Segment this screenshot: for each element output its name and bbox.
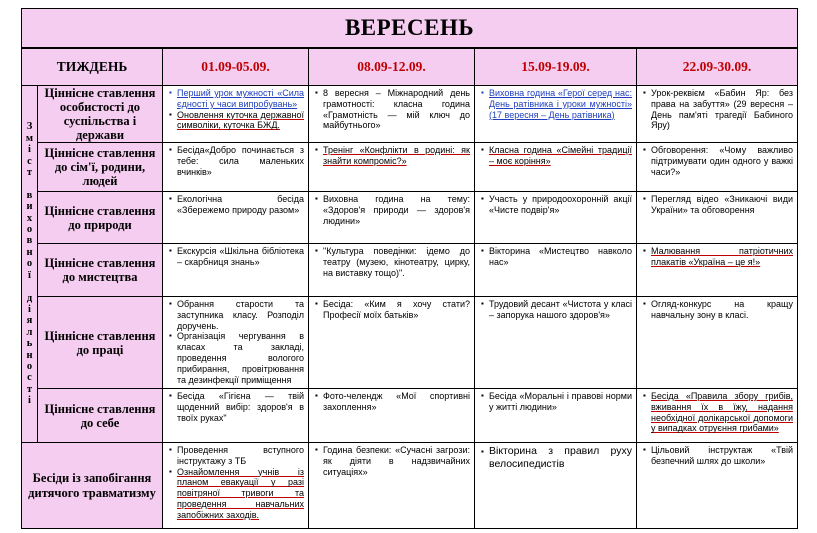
- cell-item: ▪ Година безпеки: «Сучасні загрози: як діяти в надзвичайних ситуаціях»: [315, 445, 470, 477]
- side-label-letter: н: [26, 246, 33, 258]
- side-label-letter: т: [26, 383, 33, 395]
- cell-r6-w1: [163, 389, 309, 443]
- side-label-letter: [23, 281, 36, 292]
- cell-item: ▪ Проведення вступного інструктажу з ТБ: [169, 445, 304, 467]
- cell-item: ▪ Оновлення куточка державної символіки, куточка БЖД.: [169, 110, 304, 132]
- side-label-letter: о: [26, 360, 33, 372]
- cell-item[interactable]: ▪ Виховна година «Герої серед нас: День ратівника і уроки мужності» (17 вересня – День ратівника): [481, 88, 632, 120]
- cell-r6-w2: [309, 389, 475, 443]
- cell-r2-w1: [163, 143, 309, 192]
- side-label-letter: с: [27, 155, 32, 167]
- cell-r7-w1: [163, 443, 309, 529]
- cell-r7-w3: [475, 443, 637, 529]
- cell-item: ▪ Бесіда «Правила збору грибів, вживання їх в їжу, надання необхідної долікарської допомоги у випадках отруєння грибами»: [643, 391, 793, 434]
- side-label-letter: ї: [28, 269, 31, 281]
- cell-item: ▪ Вікторина з правил руху велосипедистів: [481, 445, 632, 471]
- side-label-letter: ь: [26, 338, 33, 350]
- month-title: ВЕРЕСЕНЬ: [22, 9, 798, 48]
- side-label-letter: в: [26, 235, 33, 247]
- cell-item: ▪ Обговорення: «Чому важливо підтримувати один одного у важкі часи?»: [643, 145, 793, 177]
- cell-r5-w2: [309, 297, 475, 389]
- cell-item: ▪ Організація чергування в класах та закладі, проведення вологого прибирання, провітрювання та дезинфекції приміщення: [169, 331, 304, 385]
- cell-item: ▪ Огляд-конкурс на кращу навчальну зону в класі.: [643, 299, 793, 321]
- table-row: [22, 443, 798, 529]
- cell-item: ▪ Участь у природоохоронній акції «Чисте подвір'я»: [481, 194, 632, 216]
- week-label: ТИЖДЕНЬ: [22, 48, 163, 86]
- plan-table: [21, 8, 798, 529]
- cell-r4-w4: [637, 244, 798, 297]
- side-label-letter: н: [26, 349, 33, 361]
- side-label-letter: і: [28, 303, 31, 315]
- cell-item: ▪ Тренінг «Конфлікти в родині: як знайти компроміс?»: [315, 145, 470, 167]
- category-work: Ціннісне ставлення до праці: [38, 297, 163, 389]
- cell-item: ▪ Цільовий інструктаж «Твій безпечний шлях до школи»: [643, 445, 793, 467]
- cell-item: ▪ Обрання старости та заступника класу. Розподіл доручень.: [169, 299, 304, 331]
- cell-r1-w4: [637, 86, 798, 143]
- cell-r6-w4: [637, 389, 798, 443]
- cell-r2-w4: [637, 143, 798, 192]
- cell-r3-w1: [163, 192, 309, 244]
- cell-r1-w3: [475, 86, 637, 143]
- side-label-letter: і: [28, 144, 31, 156]
- cell-r1-w1: [163, 86, 309, 143]
- side-label-letter: я: [26, 315, 33, 327]
- week-2-header: 08.09-12.09.: [309, 48, 475, 86]
- cell-r3-w3: [475, 192, 637, 244]
- cell-item: ▪ Виховна година на тему: «Здоров'я природи — здоров'я людини»: [315, 194, 470, 226]
- table-row: [22, 143, 798, 192]
- table-row: [22, 389, 798, 443]
- cell-r6-w3: [475, 389, 637, 443]
- cell-item: ▪ Екологічна бесіда «Збережемо природу разом»: [169, 194, 304, 216]
- cell-item: ▪ Ознайомлення учнів із планом евакуації у разі повітряної тривоги та проведення навчальних запобіжних заходів.: [169, 467, 304, 521]
- cell-item: ▪ Урок-реквієм «Бабин Яр: без права на забуття» (29 вересня – День пам'яті трагедії Бабиного Яру): [643, 88, 793, 131]
- side-label-letter: д: [26, 292, 33, 304]
- table-row: [22, 244, 798, 297]
- table-row: [22, 86, 798, 143]
- cell-item[interactable]: ▪ Перший урок мужності «Сила єдності у часи випробувань»: [169, 88, 304, 110]
- cell-r3-w2: [309, 192, 475, 244]
- side-label-letter: о: [26, 258, 33, 270]
- week-header-row: [22, 48, 798, 86]
- plan-document: [21, 8, 797, 529]
- side-label-letter: і: [28, 395, 31, 407]
- cell-item: ▪ Екскурсія «Шкільна бібліотека – скарбниця знань»: [169, 246, 304, 268]
- week-4-header: 22.09-30.09.: [637, 48, 798, 86]
- side-label-letter: о: [26, 224, 33, 236]
- cell-r2-w3: [475, 143, 637, 192]
- cell-r5-w4: [637, 297, 798, 389]
- cell-r4-w2: [309, 244, 475, 297]
- cell-r5-w1: [163, 297, 309, 389]
- side-label-letter: т: [26, 167, 33, 179]
- side-label-letter: [23, 178, 36, 189]
- side-label-letter: и: [26, 201, 33, 213]
- cell-item: ▪ Фото-челендж «Мої спортивні захоплення»: [315, 391, 470, 413]
- side-label-letter: с: [27, 372, 32, 384]
- cell-r1-w2: [309, 86, 475, 143]
- side-label-letter: З: [26, 121, 33, 133]
- cell-r5-w3: [475, 297, 637, 389]
- cell-item: ▪ Бесіда «Гігієна — твій щоденний вибір: здоров'я в твоїх руках": [169, 391, 304, 423]
- cell-item: ▪ "Культура поведінки: ідемо до театру (музею, кінотеатру, цирку, на виставку тощо)".: [315, 246, 470, 278]
- category-injury-prevention: Бесіди із запобігання дитячого травматизму: [22, 443, 163, 529]
- cell-r2-w2: [309, 143, 475, 192]
- week-3-header: 15.09-19.09.: [475, 48, 637, 86]
- side-vertical-label: [22, 86, 38, 443]
- cell-item: ▪ Класна година «Сімейні традиції – моє коріння»: [481, 145, 632, 167]
- category-family: Ціннісне ставлення до сім'ї, родини, людей: [38, 143, 163, 192]
- cell-item: ▪ Бесіда«Добро починається з тебе: сила маленьких вчинків»: [169, 145, 304, 177]
- cell-r4-w3: [475, 244, 637, 297]
- cell-r3-w4: [637, 192, 798, 244]
- cell-item: ▪ Малювання патріотичних плакатів «Україна – це я!»: [643, 246, 793, 268]
- cell-item: ▪ Вікторина «Мистецтво навколо нас»: [481, 246, 632, 268]
- cell-r7-w4: [637, 443, 798, 529]
- cell-item: ▪ Бесіда «Моральні і правові норми у житті людини»: [481, 391, 632, 413]
- cell-item: ▪ 8 вересня – Міжнародний день грамотності: класна година «Грамотність — мій ключ до майбутнього»: [315, 88, 470, 131]
- cell-item: ▪ Бесіда: «Ким я хочу стати? Професії моїх батьків»: [315, 299, 470, 321]
- category-art: Ціннісне ставлення до мистецтва: [38, 244, 163, 297]
- side-label-letter: х: [26, 212, 33, 224]
- category-society: Ціннісне ставлення особистості до суспільства і держави: [38, 86, 163, 143]
- cell-r4-w1: [163, 244, 309, 297]
- category-nature: Ціннісне ставлення до природи: [38, 192, 163, 244]
- side-label-letter: в: [26, 189, 33, 201]
- week-1-header: 01.09-05.09.: [163, 48, 309, 86]
- table-row: [22, 192, 798, 244]
- category-self: Ціннісне ставлення до себе: [38, 389, 163, 443]
- cell-item: ▪ Перегляд відео «Зникаючі види України» та обговорення: [643, 194, 793, 216]
- side-label-letter: л: [26, 326, 33, 338]
- cell-item: ▪ Трудовий десант «Чистота у класі – запорука нашого здоров'я»: [481, 299, 632, 321]
- cell-r7-w2: [309, 443, 475, 529]
- table-row: [22, 297, 798, 389]
- side-label-letter: м: [25, 132, 34, 144]
